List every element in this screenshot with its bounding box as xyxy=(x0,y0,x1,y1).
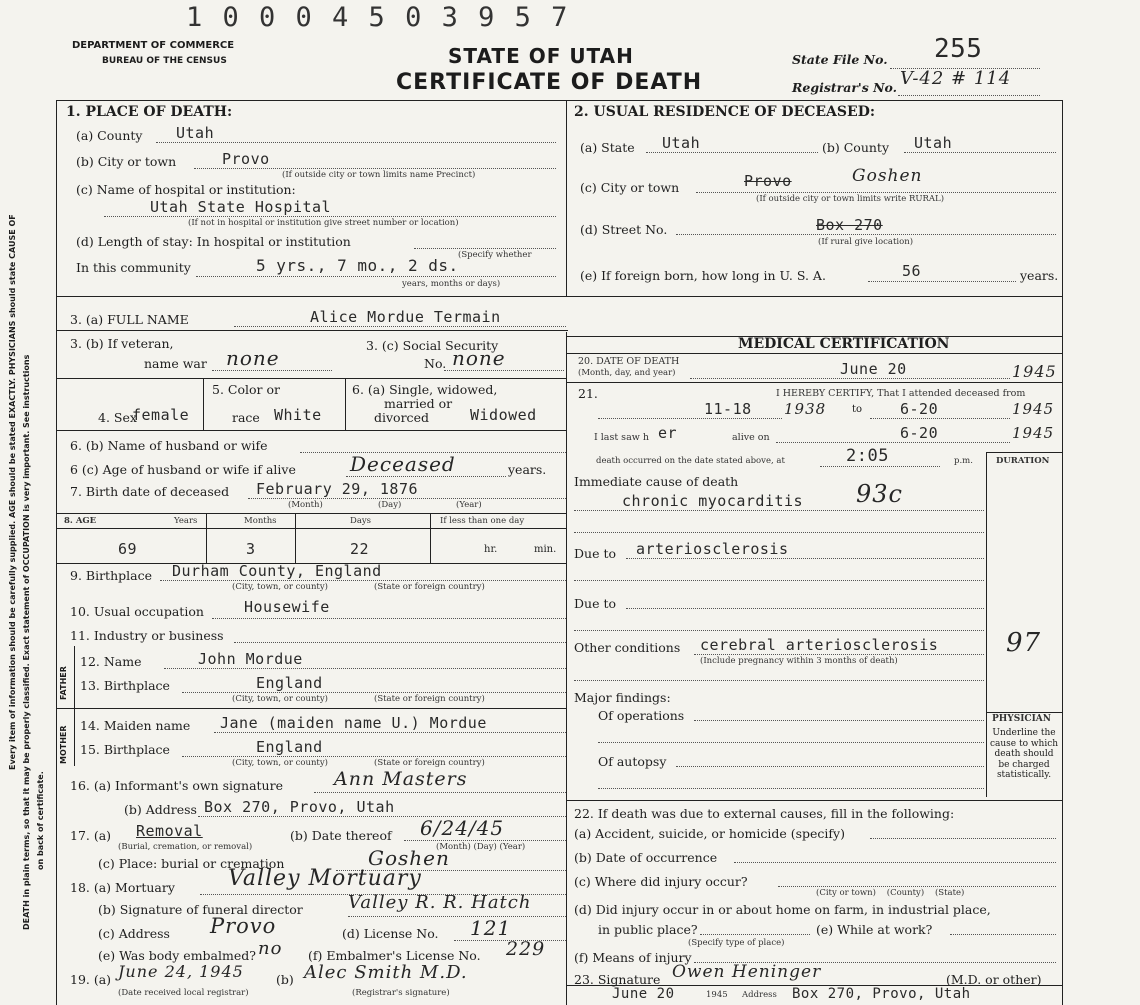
county-label: (a) County xyxy=(76,128,143,143)
occupation-label: 10. Usual occupation xyxy=(70,604,204,619)
ssn-label-2: No. xyxy=(424,356,447,371)
registrar-value: V-42 # 114 xyxy=(900,68,1012,89)
md-label: (M.D. or other) xyxy=(946,972,1042,987)
operations-line-b xyxy=(598,742,984,743)
home-label: (d) Did injury occur in or about home on farm, in industrial place, xyxy=(574,902,991,917)
mother-name-label: 14. Maiden name xyxy=(80,718,191,733)
informant-line xyxy=(314,792,566,793)
frame-right xyxy=(1062,100,1063,1005)
veteran-label-1: 3. (b) If veteran, xyxy=(70,336,174,351)
veteran-value: none xyxy=(226,346,280,370)
color-label-2: race xyxy=(232,410,260,425)
received-note: (Date received local registrar) xyxy=(118,988,249,998)
divider-after-sex xyxy=(56,430,566,431)
occurred-label: death occurred on the date stated above, at xyxy=(596,456,785,466)
occupation-value: Housewife xyxy=(244,598,330,616)
residence-heading: 2. USUAL RESIDENCE OF DECEASED: xyxy=(574,104,876,120)
marital-label-2: married or xyxy=(384,396,453,411)
attended-to-line xyxy=(870,418,1010,419)
community-note-2: years, months or days) xyxy=(402,279,501,289)
registrar-signature: Alec Smith M.D. xyxy=(304,962,468,983)
bureau-label: BUREAU OF THE CENSUS xyxy=(102,56,227,66)
informant-label: 16. (a) Informant's own signature xyxy=(70,778,283,793)
veteran-line xyxy=(212,370,332,371)
age-years: 69 xyxy=(118,540,138,558)
address-label: (b) Address xyxy=(124,802,197,817)
due-to-2-line-b xyxy=(574,630,984,631)
removal-note: (Burial, cremation, or removal) xyxy=(118,842,253,852)
divider-age-1 xyxy=(206,513,207,563)
marital-value: Widowed xyxy=(470,406,537,424)
min-label: min. xyxy=(534,544,557,555)
father-name-value: John Mordue xyxy=(198,650,303,668)
major-findings-label: Major findings: xyxy=(574,690,671,705)
divider-name-row xyxy=(56,330,568,331)
divider-parents xyxy=(74,646,75,766)
other-conditions-code: 97 xyxy=(1006,628,1042,658)
signature-label: 23. Signature xyxy=(574,972,661,987)
signature-date: June 20 xyxy=(612,986,675,1002)
attended-to-year: 1945 xyxy=(1012,400,1055,418)
spouse-age-line xyxy=(346,476,506,477)
city-value: Provo xyxy=(222,150,270,168)
registrar-label: Registrar's No. xyxy=(792,80,898,95)
date-thereof-label: (b) Date thereof xyxy=(290,828,392,843)
spouse-age-label: 6 (c) Age of husband or wife if alive xyxy=(70,462,296,477)
signature-year: 1945 xyxy=(706,990,728,1000)
age-label: 8. AGE xyxy=(64,516,97,526)
father-birth-note-2: (State or foreign country) xyxy=(374,694,485,704)
received-label: 19. (a) xyxy=(70,972,112,987)
due-to-2-line xyxy=(626,608,984,609)
residence-state-line xyxy=(646,152,818,153)
mother-birth-value: England xyxy=(256,738,323,756)
operations-label: Of operations xyxy=(598,708,685,723)
attended-from-line xyxy=(598,418,782,419)
sex-label: 4. Sex xyxy=(98,410,137,425)
external-causes-label: 22. If death was due to external causes, fill in the following: xyxy=(574,806,955,821)
death-time: 2:05 xyxy=(846,446,889,466)
occupation-line xyxy=(212,618,566,619)
spouse-age-value: Deceased xyxy=(350,452,456,476)
death-date-label: 20. DATE OF DEATH xyxy=(578,356,680,367)
director-value: Valley R. R. Hatch xyxy=(348,892,532,913)
external-top xyxy=(566,800,1062,801)
mortuary-label: 18. (a) Mortuary xyxy=(70,880,175,895)
other-conditions-label: Other conditions xyxy=(574,640,681,655)
mortuary-value: Valley Mortuary xyxy=(228,866,422,891)
director-label: (b) Signature of funeral director xyxy=(98,902,303,917)
embalmer-value: 229 xyxy=(506,938,546,960)
autopsy-label: Of autopsy xyxy=(598,754,667,769)
full-name-line xyxy=(234,326,566,327)
city-line xyxy=(194,168,556,169)
other-conditions-value: cerebral arteriosclerosis xyxy=(700,636,939,654)
registrar-sig-label: (b) xyxy=(276,972,294,987)
father-birth-value: England xyxy=(256,674,323,692)
signature-address-value: Box 270, Provo, Utah xyxy=(792,986,971,1002)
last-saw-value: er xyxy=(658,424,678,442)
due-to-1-label: Due to xyxy=(574,546,616,561)
hospital-value: Utah State Hospital xyxy=(150,198,332,216)
residence-street-line xyxy=(676,234,1056,235)
last-saw-line xyxy=(776,442,1010,443)
duration-top xyxy=(986,452,1062,453)
marital-label-3: divorced xyxy=(374,410,429,425)
birthplace-label: 9. Birthplace xyxy=(70,568,152,583)
date-thereof-line xyxy=(404,840,566,841)
date-thereof-note: (Month) (Day) (Year) xyxy=(436,842,526,852)
serial-number: 1 0 0 0 4 5 0 3 9 5 7 xyxy=(186,2,570,33)
removal-value: Removal xyxy=(136,822,203,840)
birth-day-note: (Day) xyxy=(378,500,402,510)
signature-address-label: Address xyxy=(742,990,777,1000)
other-conditions-line-b xyxy=(574,680,984,681)
state-file-value: 255 xyxy=(934,34,983,64)
last-saw-date: 6-20 xyxy=(900,424,939,442)
industry-label: 11. Industry or business xyxy=(70,628,224,643)
veteran-label-2: name war xyxy=(144,356,207,371)
divider-top-mid xyxy=(566,100,567,296)
where-note: (City or town) (County) (State) xyxy=(816,888,965,898)
county-line xyxy=(156,142,556,143)
mother-birth-note-2: (State or foreign country) xyxy=(374,758,485,768)
where-line xyxy=(778,886,1056,887)
accident-label: (a) Accident, suicide, or homicide (specify) xyxy=(574,826,845,841)
spouse-label: 6. (b) Name of husband or wife xyxy=(70,438,268,453)
death-time-line xyxy=(820,466,940,467)
medical-heading: MEDICAL CERTIFICATION xyxy=(738,336,950,352)
removal-label: 17. (a) xyxy=(70,828,112,843)
color-label-1: 5. Color or xyxy=(212,382,280,397)
license-value: 121 xyxy=(470,916,512,940)
occurrence-line xyxy=(734,862,1056,863)
divider-parents-mid xyxy=(56,708,566,709)
hospital-note: (If not in hospital or institution give street number or location) xyxy=(188,218,459,228)
father-birth-label: 13. Birthplace xyxy=(80,678,170,693)
divider-medical-left xyxy=(566,332,567,1005)
residence-city-value: Provo xyxy=(744,172,792,190)
death-date-note: (Month, day, and year) xyxy=(578,368,676,378)
age-days: 22 xyxy=(350,540,370,558)
birth-year-note: (Year) xyxy=(456,500,482,510)
father-birth-line xyxy=(182,692,566,693)
occurrence-label: (b) Date of occurrence xyxy=(574,850,718,865)
divider-age-3 xyxy=(430,513,431,563)
foreign-label: (e) If foreign born, how long in U. S. A. xyxy=(580,268,826,283)
community-label: In this community xyxy=(76,260,191,275)
residence-street-value: Box 270 xyxy=(816,216,883,234)
birthplace-value: Durham County, England xyxy=(172,562,382,580)
accident-line xyxy=(870,838,1056,839)
sex-value: female xyxy=(132,406,190,424)
place-burial-label: (c) Place: burial or cremation xyxy=(98,856,285,871)
residence-city-label: (c) City or town xyxy=(580,180,680,195)
where-label: (c) Where did injury occur? xyxy=(574,874,748,889)
director-line xyxy=(348,916,566,917)
days-label: Days xyxy=(350,516,372,526)
city-note: (If outside city or town limits name Precinct) xyxy=(282,170,476,180)
due-to-1-value: arteriosclerosis xyxy=(636,540,789,558)
birth-date-value: February 29, 1876 xyxy=(256,480,419,498)
place-of-death-heading: 1. PLACE OF DEATH: xyxy=(66,104,233,120)
physician-note: Underline the cause to which death should be charged statistically. xyxy=(989,728,1059,780)
mother-name-line xyxy=(214,732,566,733)
community-line xyxy=(196,276,556,277)
director-address-value: Provo xyxy=(210,914,277,938)
birth-date-line xyxy=(248,498,566,499)
frame-top xyxy=(56,100,1062,101)
stay-line xyxy=(414,248,556,249)
due-to-1-line-b xyxy=(574,580,984,581)
mother-birth-line xyxy=(182,756,566,757)
certify-text: I HEREBY CERTIFY, That I attended deceased from xyxy=(776,388,1026,399)
address-value: Box 270, Provo, Utah xyxy=(204,798,395,816)
death-date-value: June 20 xyxy=(840,360,907,378)
duration-left xyxy=(986,452,987,797)
ssn-line xyxy=(444,370,564,371)
registrar-sig-note: (Registrar's signature) xyxy=(352,988,450,998)
residence-street-note: (If rural give location) xyxy=(818,237,914,247)
divider-color-marital xyxy=(345,378,346,430)
received-value: June 24, 1945 xyxy=(118,962,244,981)
certificate-title: CERTIFICATE OF DEATH xyxy=(396,70,703,95)
due-to-2-label: Due to xyxy=(574,596,616,611)
hr-label: hr. xyxy=(484,544,498,555)
spouse-age-unit: years. xyxy=(508,462,547,477)
residence-city-hand: Goshen xyxy=(852,166,923,186)
foreign-unit: years. xyxy=(1020,268,1059,283)
industry-line xyxy=(234,642,566,643)
embalmed-label: (e) Was body embalmed? xyxy=(98,948,256,963)
sidebar-line-1: Every item of information should be carefully supplied. AGE should be stated EXACTLY. PHYSICIANS should state CAUSE OF xyxy=(8,214,17,770)
divider-after-1 xyxy=(56,296,1062,297)
immediate-cause-label: Immediate cause of death xyxy=(574,474,739,489)
autopsy-line xyxy=(676,766,984,767)
embalmer-label: (f) Embalmer's License No. xyxy=(308,948,481,963)
residence-county-line xyxy=(904,152,1056,153)
informant-signature: Ann Masters xyxy=(334,768,468,790)
residence-state-value: Utah xyxy=(662,134,701,152)
autopsy-line-b xyxy=(598,788,984,789)
last-saw-year: 1945 xyxy=(1012,424,1055,442)
county-value: Utah xyxy=(176,124,215,142)
director-address-label: (c) Address xyxy=(98,926,170,941)
frame-left xyxy=(56,100,57,1005)
operations-line xyxy=(694,720,984,721)
other-conditions-line xyxy=(694,654,984,655)
color-value: White xyxy=(274,406,322,424)
divider-veteran-row xyxy=(56,378,566,379)
public-label: in public place? xyxy=(598,922,698,937)
immediate-line-2 xyxy=(574,532,984,533)
residence-state-label: (a) State xyxy=(580,140,635,155)
divider-age-header xyxy=(56,528,566,529)
mother-name-value: Jane (maiden name U.) Mordue xyxy=(220,714,487,732)
birthplace-line xyxy=(160,580,566,581)
residence-street-label: (d) Street No. xyxy=(580,222,668,237)
embalmed-value: no xyxy=(258,938,283,959)
death-year: 1945 xyxy=(1012,362,1057,381)
father-side-label: FATHER xyxy=(59,666,68,700)
birth-month-note: (Month) xyxy=(288,500,323,510)
death-date-bottom xyxy=(566,382,1062,383)
age-months: 3 xyxy=(246,540,256,558)
marital-label-1: 6. (a) Single, widowed, xyxy=(352,382,498,397)
community-note-1: (Specify whether xyxy=(458,250,532,260)
divider-sex-color xyxy=(203,378,204,430)
father-name-label: 12. Name xyxy=(80,654,142,669)
months-label: Months xyxy=(244,516,277,526)
registrar-line xyxy=(898,95,1040,96)
hospital-label: (c) Name of hospital or institution: xyxy=(76,182,296,197)
due-to-1-line xyxy=(626,558,984,559)
attended-from: 11-18 xyxy=(704,400,752,418)
mother-side-label: MOTHER xyxy=(59,725,68,764)
immediate-cause-value: chronic myocarditis xyxy=(622,492,804,510)
less-than-day-label: If less than one day xyxy=(440,516,525,526)
state-file-label: State File No. xyxy=(792,52,888,67)
birthplace-note-1: (City, town, or county) xyxy=(232,582,328,592)
ssn-value: none xyxy=(452,346,506,370)
birthplace-note-2: (State or foreign country) xyxy=(374,582,485,592)
attended-to-label: to xyxy=(852,404,863,415)
full-name-label: 3. (a) FULL NAME xyxy=(70,312,189,327)
years-label: Years xyxy=(174,516,198,526)
city-label: (b) City or town xyxy=(76,154,177,169)
hospital-line xyxy=(104,216,556,217)
attended-from-year: 1938 xyxy=(784,400,827,418)
last-saw-label: I last saw h xyxy=(594,432,649,443)
place-burial-value: Goshen xyxy=(368,846,450,870)
sidebar-line-3: on back of certificate. xyxy=(36,771,45,870)
department-label: DEPARTMENT OF COMMERCE xyxy=(72,40,235,51)
stay-label: (d) Length of stay: In hospital or institution xyxy=(76,234,351,249)
ssn-label-1: 3. (c) Social Security xyxy=(366,338,499,353)
signature-value: Owen Heninger xyxy=(672,962,822,982)
certify-number: 21. xyxy=(578,386,598,401)
public-note: (Specify type of place) xyxy=(688,938,785,948)
immediate-cause-code: 93c xyxy=(856,480,903,508)
medical-heading-bottom xyxy=(566,353,1062,354)
foreign-value: 56 xyxy=(902,262,922,280)
alive-label: alive on xyxy=(732,432,770,443)
residence-county-value: Utah xyxy=(914,134,953,152)
father-birth-note-1: (City, town, or county) xyxy=(232,694,328,704)
date-thereof-value: 6/24/45 xyxy=(420,816,505,840)
immediate-line-1 xyxy=(574,510,984,511)
address-line xyxy=(198,816,566,817)
pm-label: p.m. xyxy=(954,456,973,466)
license-label: (d) License No. xyxy=(342,926,439,941)
work-line xyxy=(950,934,1056,935)
means-label: (f) Means of injury xyxy=(574,950,692,965)
mother-birth-note-1: (City, town, or county) xyxy=(232,758,328,768)
attended-to: 6-20 xyxy=(900,400,939,418)
public-line xyxy=(700,934,810,935)
mother-birth-label: 15. Birthplace xyxy=(80,742,170,757)
divider-age-top xyxy=(56,513,566,514)
full-name-value: Alice Mordue Termain xyxy=(310,308,501,326)
sidebar-line-2: DEATH in plain terms, so that it may be properly classified. Exact statement of OCCUPATION is very important. See instructions xyxy=(22,354,31,930)
community-value: 5 yrs., 7 mo., 2 ds. xyxy=(256,256,459,275)
other-conditions-note: (Include pregnancy within 3 months of death) xyxy=(700,656,898,666)
work-label: (e) While at work? xyxy=(816,922,933,937)
birth-date-label: 7. Birth date of deceased xyxy=(70,484,230,499)
foreign-line xyxy=(868,281,1016,282)
duration-label: DURATION xyxy=(996,456,1050,466)
death-date-line xyxy=(690,378,1010,379)
father-name-line xyxy=(164,668,566,669)
state-title: STATE OF UTAH xyxy=(448,44,634,68)
physician-top xyxy=(986,712,1062,713)
residence-city-note: (If outside city or town limits write RURAL) xyxy=(756,194,945,204)
residence-city-line xyxy=(696,192,1056,193)
residence-county-label: (b) County xyxy=(822,140,890,155)
divider-age-2 xyxy=(295,513,296,563)
physician-title: PHYSICIAN xyxy=(992,714,1051,724)
